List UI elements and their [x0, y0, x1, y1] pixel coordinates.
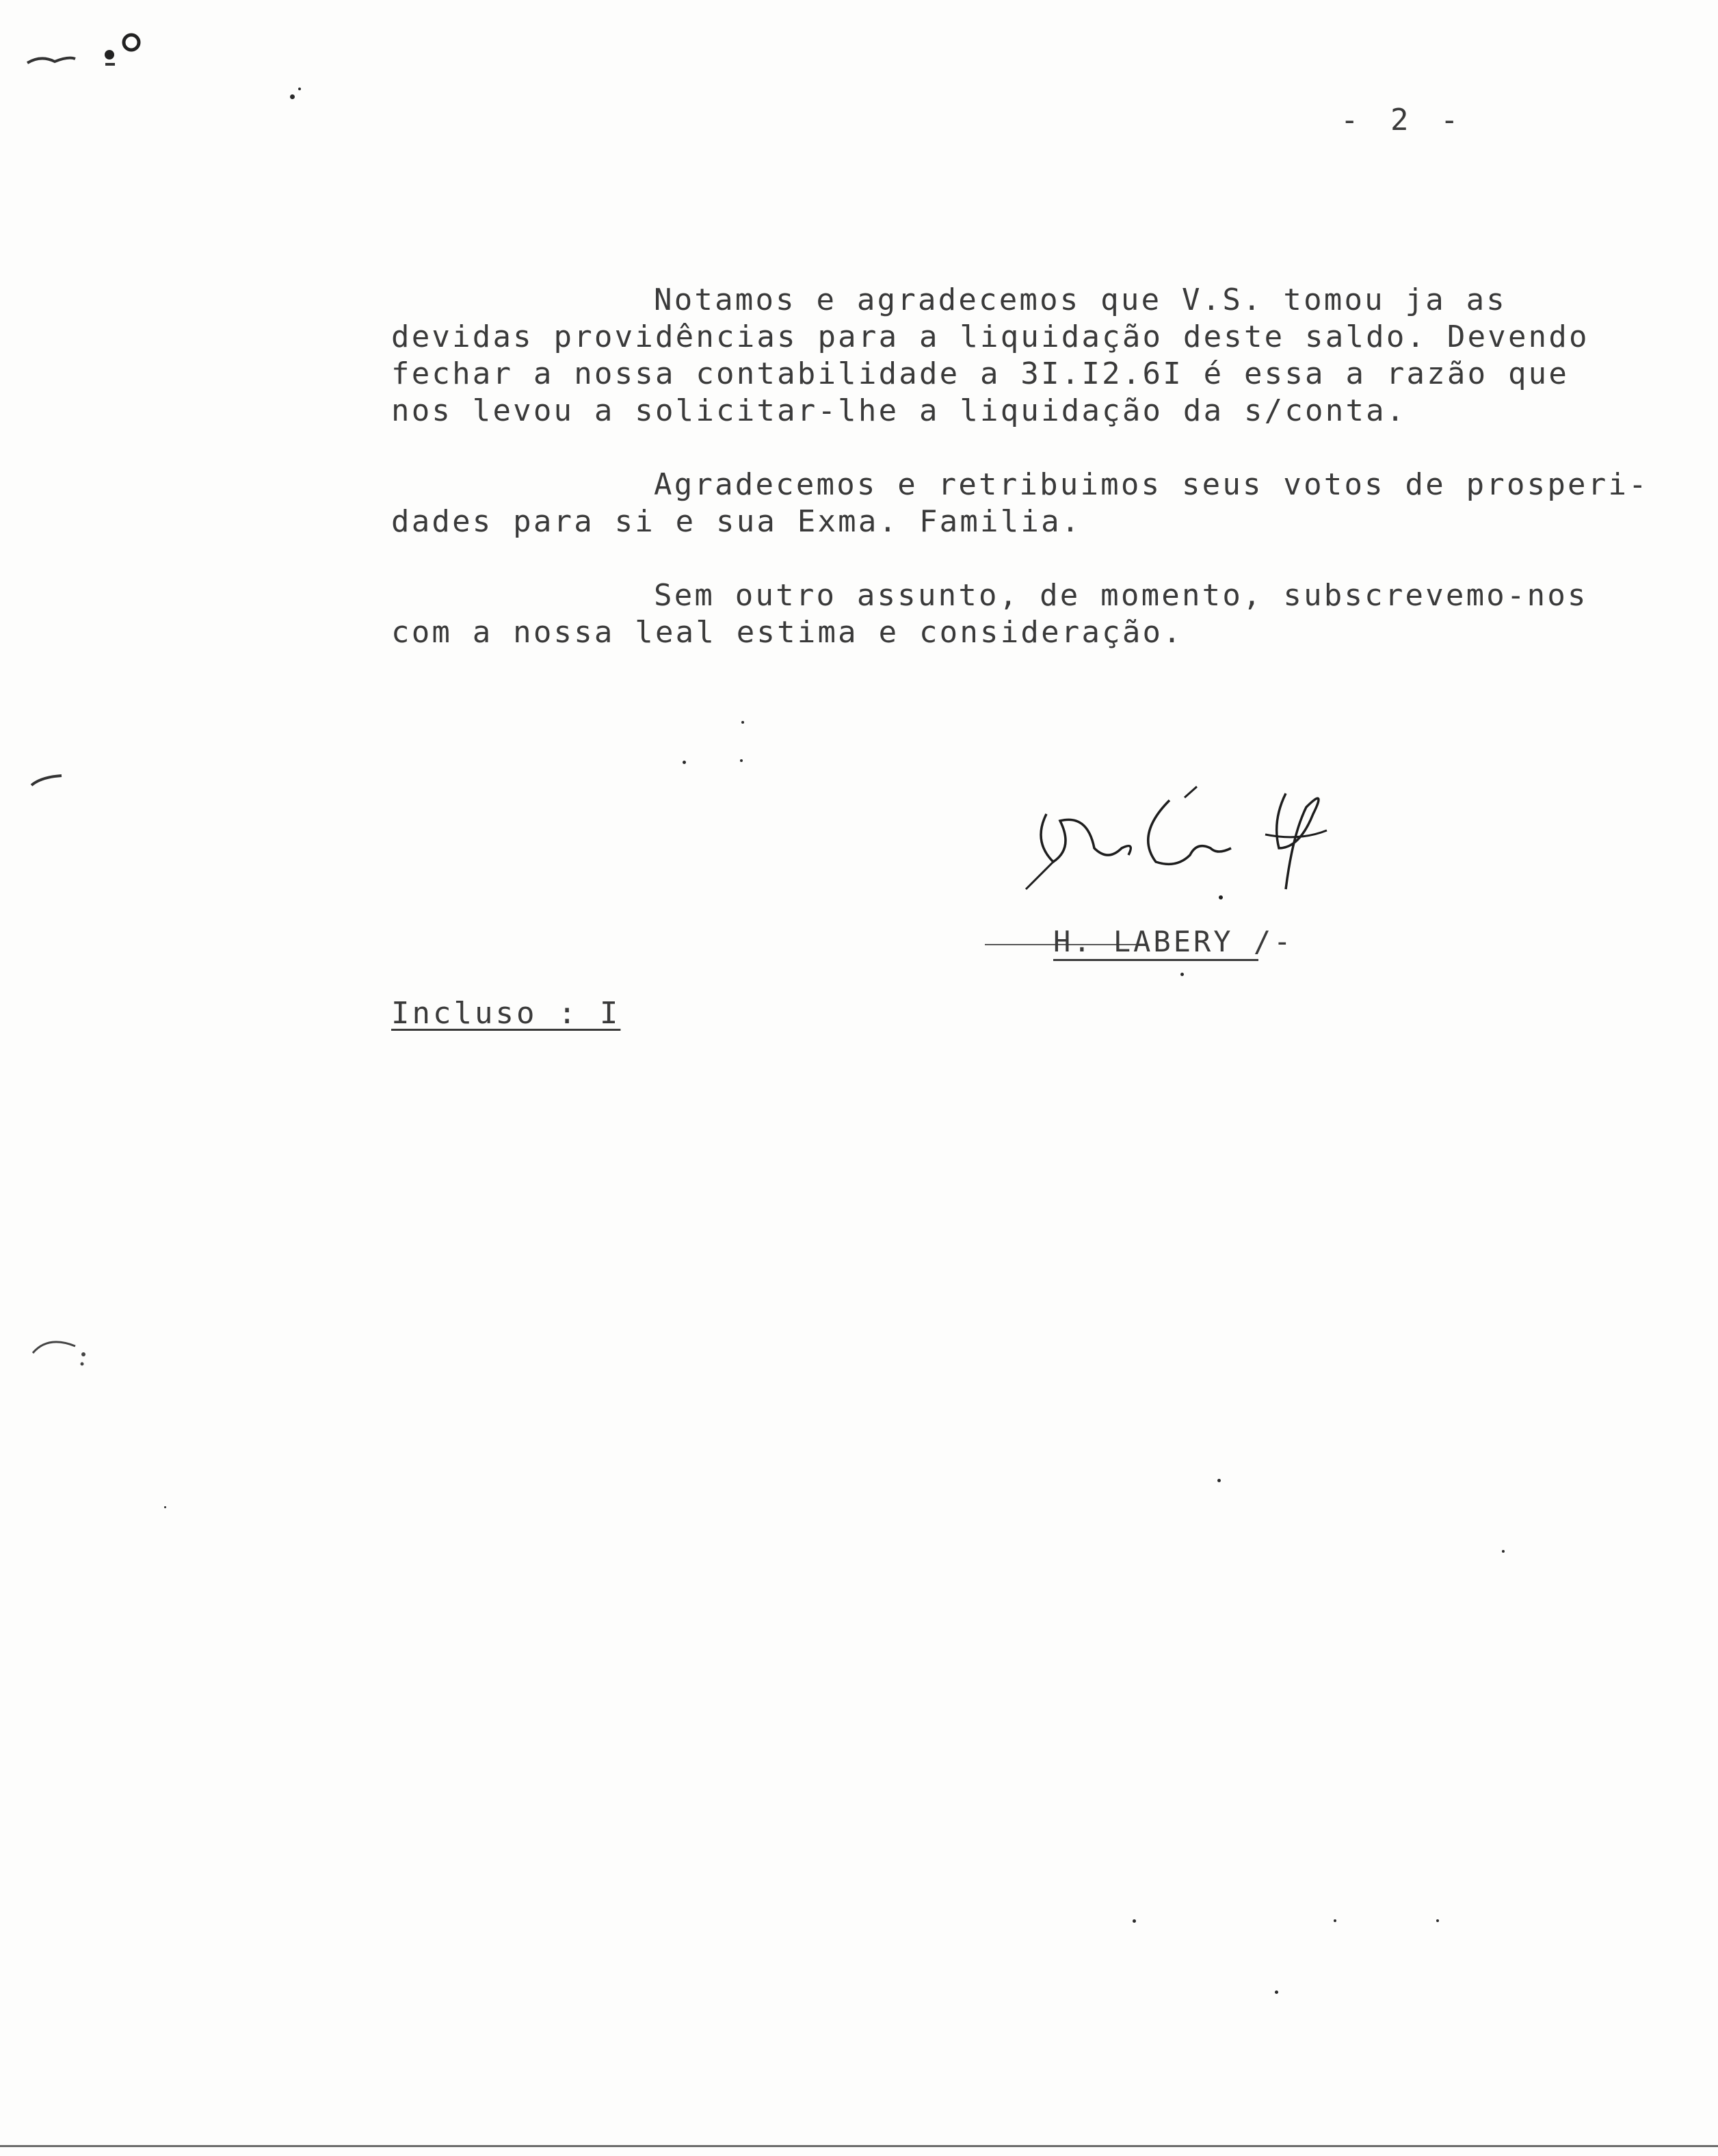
enclosure-note: Incluso : I — [391, 996, 621, 1031]
paragraph-closing — [391, 577, 1691, 651]
handwritten-signature — [1012, 773, 1354, 923]
margin-mark — [27, 765, 75, 792]
text-line: com a nossa leal estima e consideração. — [391, 615, 1183, 650]
scan-speck — [164, 1506, 166, 1508]
scan-mark-top-left — [21, 27, 157, 75]
scan-speck — [298, 88, 301, 90]
text-line: fechar a nossa contabilidade a 3I.I2.6I é essa a razão que — [391, 356, 1570, 391]
scan-speck — [741, 721, 744, 724]
signature-block — [985, 773, 1368, 978]
scan-speck — [1275, 1990, 1278, 1994]
signer-name: H. LABERY /- — [1053, 925, 1294, 958]
text-line: Agradecemos e retribuimos seus votos de prosperi- — [654, 467, 1649, 502]
scan-speck — [1502, 1550, 1505, 1553]
margin-mark — [27, 1326, 96, 1380]
scan-speck — [1334, 1919, 1336, 1922]
scan-speck — [1133, 1919, 1136, 1923]
letter-body — [391, 282, 1691, 688]
scan-speck — [683, 761, 686, 764]
scan-speck — [1217, 1479, 1221, 1482]
text-line: Sem outro assunto, de momento, subscrevemo-nos — [654, 578, 1588, 613]
text-line: nos levou a solicitar-lhe a liquidação da s/conta. — [391, 393, 1407, 428]
page-number: - 2 - — [1340, 103, 1466, 137]
scan-speck — [290, 94, 295, 99]
text-line: dades para si e sua Exma. Familia. — [391, 504, 1082, 539]
text-line: Notamos e agradecemos que V.S. tomou ja as — [654, 282, 1507, 317]
text-line: devidas providências para a liquidação deste saldo. Devendo — [391, 319, 1589, 354]
paragraph-acknowledgement — [391, 282, 1691, 430]
scan-speck — [1180, 973, 1184, 976]
scan-speck — [740, 759, 743, 762]
scan-speck — [1436, 1919, 1439, 1922]
paragraph-wishes — [391, 466, 1691, 540]
signer-name-underline — [1053, 959, 1258, 961]
scan-bottom-edge — [0, 2145, 1718, 2147]
